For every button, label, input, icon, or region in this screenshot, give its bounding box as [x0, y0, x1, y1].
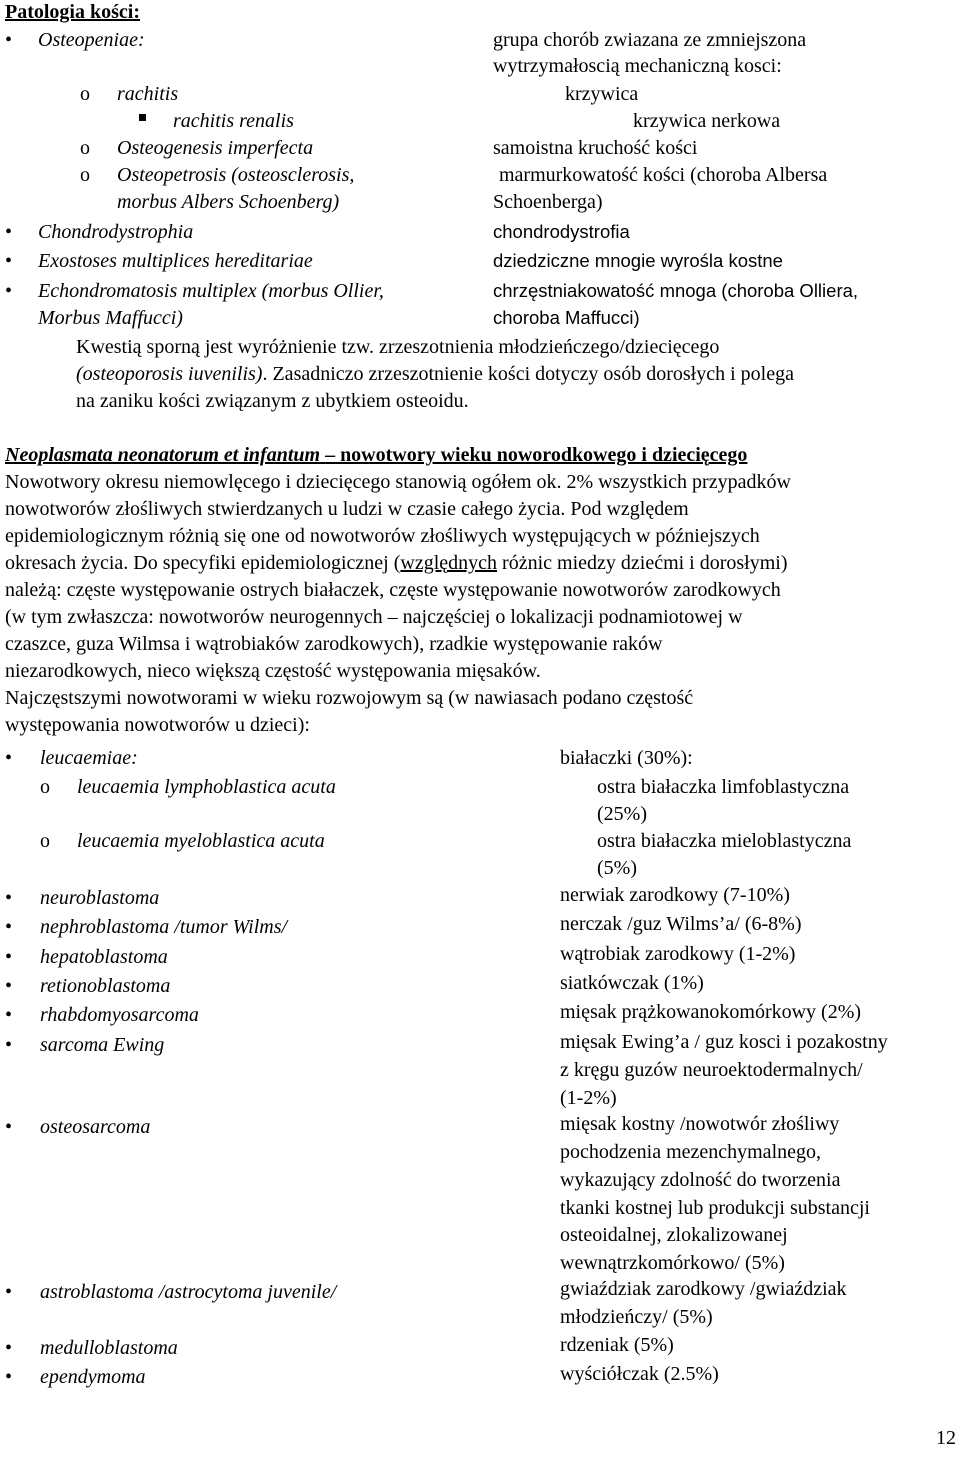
page-heading: Patologia kości:: [5, 1, 140, 23]
term-osteopeniae: Osteopeniae:: [38, 29, 145, 51]
tumor-osteosarcoma: osteosarcoma: [40, 1116, 151, 1138]
tumor-sarcoma-ewing: sarcoma Ewing: [40, 1034, 165, 1056]
tumor-osteosarcoma-pl-4: tkanki kostnej lub produkcji substancji: [560, 1197, 870, 1219]
term-osteopetrosis-2: morbus Albers Schoenberg): [117, 191, 340, 213]
desc-rachitis-renalis: krzywica nerkowa: [633, 110, 781, 132]
tumor-medulloblastoma-pl: rdzeniak (5%): [560, 1334, 674, 1356]
tumor-lla-pl-2: (25%): [597, 803, 647, 825]
tumor-sarcoma-ewing-pl-2: z kręgu guzów neuroektodermalnych/: [560, 1059, 863, 1081]
note-line-3: na zaniku kości związanym z ubytkiem osteoidu.: [76, 390, 469, 412]
note-line-2-rest: . Zasadniczo zrzeszotnienie kości dotyczy osób dorosłych i polega: [262, 363, 794, 385]
tumor-lma: leucaemia myeloblastica acuta: [77, 830, 325, 852]
tumor-osteosarcoma-pl-3: wykazujący zdolność do tworzenia: [560, 1169, 841, 1191]
para-line-4-underlined: względnych: [400, 552, 498, 574]
para-line-4-c: różnic miedzy dziećmi i dorosłymi): [497, 552, 788, 574]
term-echondromatosis-1: Echondromatosis multiplex (morbus Ollier,: [38, 280, 384, 302]
tumor-lma-pl-1: ostra białaczka mieloblastyczna: [597, 830, 852, 852]
tumor-sarcoma-ewing-pl-1: mięsak Ewing’a / guz kosci i pozakostny: [560, 1031, 888, 1053]
note-line-1: Kwestią sporną jest wyróżnienie tzw. zrzeszotnienia młodzieńczego/dziecięcego: [76, 336, 720, 358]
tumor-osteosarcoma-pl-2: pochodzenia mezenchymalnego,: [560, 1141, 821, 1163]
desc-exostoses: dziedziczne mnogie wyrośla kostne: [493, 250, 783, 271]
desc-rachitis: krzywica: [565, 83, 639, 105]
bullet-icon: •: [5, 946, 13, 968]
tumor-ependymoma-pl: wyściółczak (2.5%): [560, 1363, 719, 1385]
tumor-astroblastoma-pl-2: młodzieńczy/ (5%): [560, 1306, 713, 1328]
tumor-ependymoma: ependymoma: [40, 1366, 146, 1388]
tumor-osteosarcoma-pl-5: osteoidalnej, zlokalizowanej: [560, 1224, 788, 1246]
sub-bullet-icon: o: [80, 137, 90, 159]
tumor-lma-pl-2: (5%): [597, 857, 637, 879]
tumor-leucaemiae: leucaemiae:: [40, 747, 138, 769]
tumor-rhabdomyosarcoma: rhabdomyosarcoma: [40, 1004, 199, 1026]
bullet-icon: •: [5, 1116, 13, 1138]
desc-echondromatosis-2: choroba Maffucci): [493, 307, 640, 328]
tumor-neuroblastoma: neuroblastoma: [40, 887, 160, 909]
desc-echondromatosis-1: chrzęstniakowatość mnoga (choroba Olliera,: [493, 280, 859, 301]
tumor-hepatoblastoma: hepatoblastoma: [40, 946, 168, 968]
para-line-4: [5, 550, 788, 576]
tumor-neuroblastoma-pl: nerwiak zarodkowy (7-10%): [560, 884, 790, 906]
bullet-icon: •: [5, 250, 13, 272]
bullet-icon: •: [5, 1281, 13, 1303]
para-line-6: (w tym zwłaszcza: nowotworów neurogennych – najczęściej o lokalizacji podnamiotowej w: [5, 606, 743, 628]
bullet-icon: •: [5, 1004, 13, 1026]
bullet-icon: •: [5, 29, 13, 51]
sub-bullet-icon: o: [40, 830, 50, 852]
tumor-nephroblastoma: nephroblastoma /tumor Wilms/: [40, 916, 288, 938]
square-bullet-icon: [139, 114, 146, 121]
tumor-astroblastoma: astroblastoma /astrocytoma juvenile/: [40, 1281, 337, 1303]
section-title: [5, 442, 747, 468]
term-rachitis-renalis: rachitis renalis: [173, 110, 294, 132]
bullet-icon: •: [5, 280, 13, 302]
section-title-polish: nowotwory wieku noworodkowego i dziecięcego: [340, 444, 748, 466]
para-line-4-a: okresach życia. Do specyfiki epidemiologicznej (: [5, 552, 401, 574]
desc-osteopeniae-1: grupa chorób zwiazana ze zmniejszona: [493, 29, 807, 51]
para-line-3: epidemiologicznym różnią się one od nowotworów złośliwych występujących w późniejszych: [5, 525, 760, 547]
tumor-lla-pl-1: ostra białaczka limfoblastyczna: [597, 776, 850, 798]
desc-osteopetrosis-2: Schoenberga): [493, 191, 603, 213]
bullet-icon: •: [5, 747, 13, 769]
para-line-8: niezarodkowych, nieco większą częstość występowania mięsaków.: [5, 660, 541, 682]
tumor-nephroblastoma-pl: nerczak /guz Wilms’a/ (6-8%): [560, 913, 802, 935]
sub-bullet-icon: o: [80, 164, 90, 186]
page-number: 12: [936, 1427, 956, 1449]
sub-bullet-icon: o: [80, 83, 90, 105]
tumor-retinoblastoma: retionoblastoma: [40, 975, 171, 997]
para-line-9: Najczęstszymi nowotworami w wieku rozwojowym są (w nawiasach podano częstość: [5, 687, 694, 709]
bullet-icon: •: [5, 916, 13, 938]
section-title-latin: Neoplasmata neonatorum et infantum: [5, 444, 321, 466]
desc-osteogenesis: samoistna kruchość kości: [493, 137, 698, 159]
tumor-osteosarcoma-pl-6: wewnątrzkomórkowo/ (5%): [560, 1252, 785, 1274]
sub-bullet-icon: o: [40, 776, 50, 798]
note-line-2: [76, 361, 794, 387]
term-exostoses: Exostoses multiplices hereditariae: [38, 250, 313, 272]
para-line-5: należą: częste występowanie ostrych białaczek, częste występowanie nowotworów zarodkowych: [5, 579, 781, 601]
tumor-sarcoma-ewing-pl-3: (1-2%): [560, 1087, 617, 1109]
term-rachitis: rachitis: [117, 83, 179, 105]
bullet-icon: •: [5, 1337, 13, 1359]
tumor-leucaemiae-pl: białaczki (30%):: [560, 747, 693, 769]
tumor-hepatoblastoma-pl: wątrobiak zarodkowy (1-2%): [560, 943, 796, 965]
desc-chondrodystrophia: chondrodystrofia: [493, 221, 630, 242]
tumor-medulloblastoma: medulloblastoma: [40, 1337, 178, 1359]
bullet-icon: •: [5, 221, 13, 243]
bullet-icon: •: [5, 1034, 13, 1056]
bullet-icon: •: [5, 887, 13, 909]
tumor-retinoblastoma-pl: siatkówczak (1%): [560, 972, 704, 994]
desc-osteopeniae-2: wytrzymałoscią mechaniczną kosci:: [493, 55, 782, 77]
tumor-lla: leucaemia lymphoblastica acuta: [77, 776, 336, 798]
bullet-icon: •: [5, 1366, 13, 1388]
tumor-osteosarcoma-pl-1: mięsak kostny /nowotwór złośliwy: [560, 1113, 840, 1135]
para-line-7: czaszce, guza Wilmsa i wątrobiaków zarodkowych), rzadkie występowanie raków: [5, 633, 663, 655]
term-echondromatosis-2: Morbus Maffucci): [38, 307, 183, 329]
desc-osteopetrosis-1: marmurkowatość kości (choroba Albersa: [499, 164, 828, 186]
tumor-astroblastoma-pl-1: gwiaździak zarodkowy /gwiaździak: [560, 1278, 847, 1300]
term-osteogenesis: Osteogenesis imperfecta: [117, 137, 314, 159]
section-title-dash: –: [325, 444, 336, 466]
para-line-2: nowotworów złośliwych stwierdzanych u ludzi w czasie całego życia. Pod względem: [5, 498, 689, 520]
tumor-rhabdomyosarcoma-pl: mięsak prążkowanokomórkowy (2%): [560, 1001, 862, 1023]
para-line-10: występowania nowotworów u dzieci):: [5, 714, 310, 736]
term-osteopetrosis-1: Osteopetrosis (osteosclerosis,: [117, 164, 355, 186]
note-latin-term: (osteoporosis iuvenilis): [76, 363, 263, 385]
term-chondrodystrophia: Chondrodystrophia: [38, 221, 194, 243]
bullet-icon: •: [5, 975, 13, 997]
para-line-1: Nowotwory okresu niemowlęcego i dziecięcego stanowią ogółem ok. 2% wszystkich przypadków: [5, 471, 791, 493]
